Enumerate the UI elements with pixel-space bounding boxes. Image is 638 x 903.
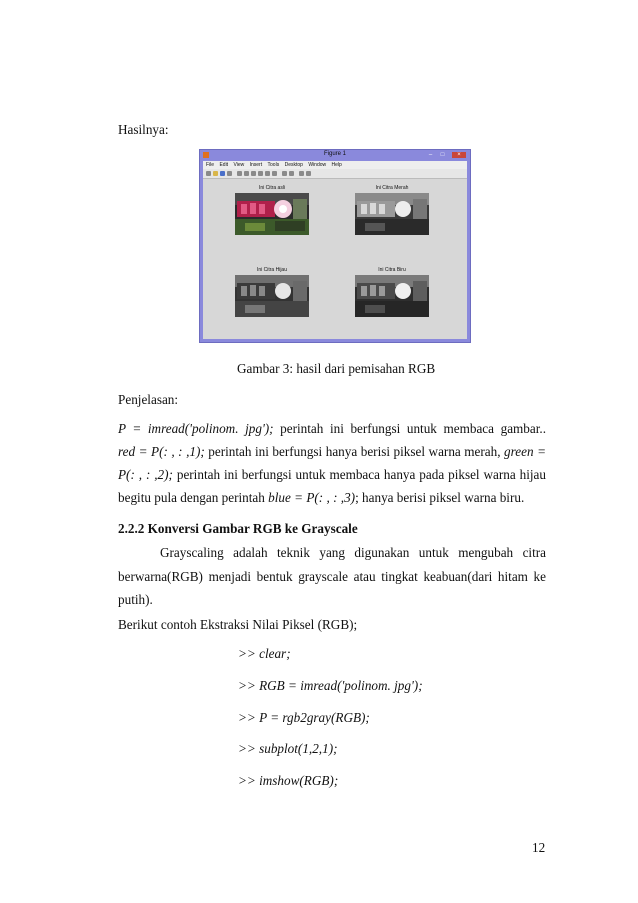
figure-caption: Gambar 3: hasil dari pemisahan RGB: [237, 361, 436, 376]
subplot-caption: Ini Citra asli: [258, 185, 286, 191]
paragraph-line-1: Grayscaling adalah teknik yang digunakan untuk mengubah citra: [160, 545, 546, 560]
figure-title: Figure 1: [323, 151, 346, 157]
print-icon: [227, 171, 232, 176]
explanation-text: perintah ini berfungsi untuk membaca hanya pada piksel warna hijau: [172, 467, 546, 482]
subplot-blue: [355, 267, 429, 317]
explanation-text: perintah ini berfungsi hanya berisi piksel warna merah,: [204, 444, 505, 459]
paragraph-line-2: berwarna(RGB) menjadi bentuk grayscale atau tingkat keabuan(dari hitam ke: [118, 569, 546, 584]
example-label: Berikut contoh Ekstraksi Nilai Piksel (RGB);: [118, 617, 358, 632]
figure-window-screenshot: [199, 149, 471, 343]
subplot-caption: Ini Citra Merah: [375, 185, 409, 191]
explanation-line-2: [118, 444, 546, 460]
menu-desktop: Desktop: [284, 162, 303, 168]
explanation-line-1: [118, 421, 546, 437]
zoom-in-icon: [244, 171, 249, 176]
explanation-text: perintah ini berfungsi untuk membaca gambar..: [273, 421, 547, 436]
zoom-out-icon: [251, 171, 256, 176]
menu-view: View: [233, 162, 245, 168]
formula-imread: P = imread('polinom. jpg');: [118, 421, 274, 436]
menu-window: Window: [308, 162, 327, 168]
code-line: >> subplot(1,2,1);: [238, 741, 338, 756]
plottools-icon: [299, 171, 304, 176]
pointer-icon: [237, 171, 242, 176]
subplot-caption: Ini Citra Hijau: [256, 267, 287, 273]
code-line: >> P = rgb2gray(RGB);: [238, 710, 370, 725]
figure-toolbar: [203, 169, 467, 179]
code-line: >> imshow(RGB);: [238, 773, 339, 788]
menu-tools: Tools: [267, 162, 280, 168]
datacursor-icon: [272, 171, 277, 176]
image-original: [235, 193, 309, 235]
subplot-caption: Ini Citra Biru: [378, 267, 406, 273]
maximize-icon: □: [440, 152, 445, 158]
formula-red: red = P(: , : ,1);: [118, 444, 205, 459]
menu-help: Help: [331, 162, 342, 168]
dock-icon: [306, 171, 311, 176]
formula-green-a: green =: [504, 444, 546, 459]
explanation-text: ; hanya berisi piksel warna biru.: [355, 490, 525, 505]
colorbar-icon: [282, 171, 287, 176]
save-icon: [220, 171, 225, 176]
explanation-label: Penjelasan:: [118, 392, 179, 407]
menu-file: File: [206, 162, 215, 168]
explanation-text: begitu pula dengan perintah: [118, 490, 269, 505]
close-icon: ×: [452, 152, 466, 158]
minimize-icon: –: [428, 152, 433, 158]
subplot-green: [235, 267, 309, 317]
formula-green-b: P(: , : ,2);: [118, 467, 173, 482]
code-line: >> clear;: [238, 646, 291, 661]
image-red-channel: [355, 193, 429, 235]
section-heading: 2.2.2 Konversi Gambar RGB ke Grayscale: [118, 521, 358, 536]
explanation-line-4: [118, 490, 524, 506]
legend-icon: [289, 171, 294, 176]
rotate-icon: [265, 171, 270, 176]
subplot-original: [235, 185, 309, 235]
image-blue-channel: [355, 275, 429, 317]
menu-edit: Edit: [219, 162, 229, 168]
code-line: >> RGB = imread('polinom. jpg');: [238, 678, 423, 693]
figure-titlebar: [200, 150, 470, 161]
subplot-red: [355, 185, 429, 235]
menu-insert: Insert: [249, 162, 263, 168]
pan-icon: [258, 171, 263, 176]
open-icon: [213, 171, 218, 176]
result-label: Hasilnya:: [118, 122, 169, 137]
formula-blue: blue = P(: , : ,3): [268, 490, 356, 505]
figure-menubar: [203, 161, 467, 169]
page-number: 12: [532, 840, 546, 855]
image-green-channel: [235, 275, 309, 317]
explanation-line-3: [118, 467, 546, 483]
paragraph-line-3: putih).: [118, 592, 153, 607]
new-icon: [206, 171, 211, 176]
